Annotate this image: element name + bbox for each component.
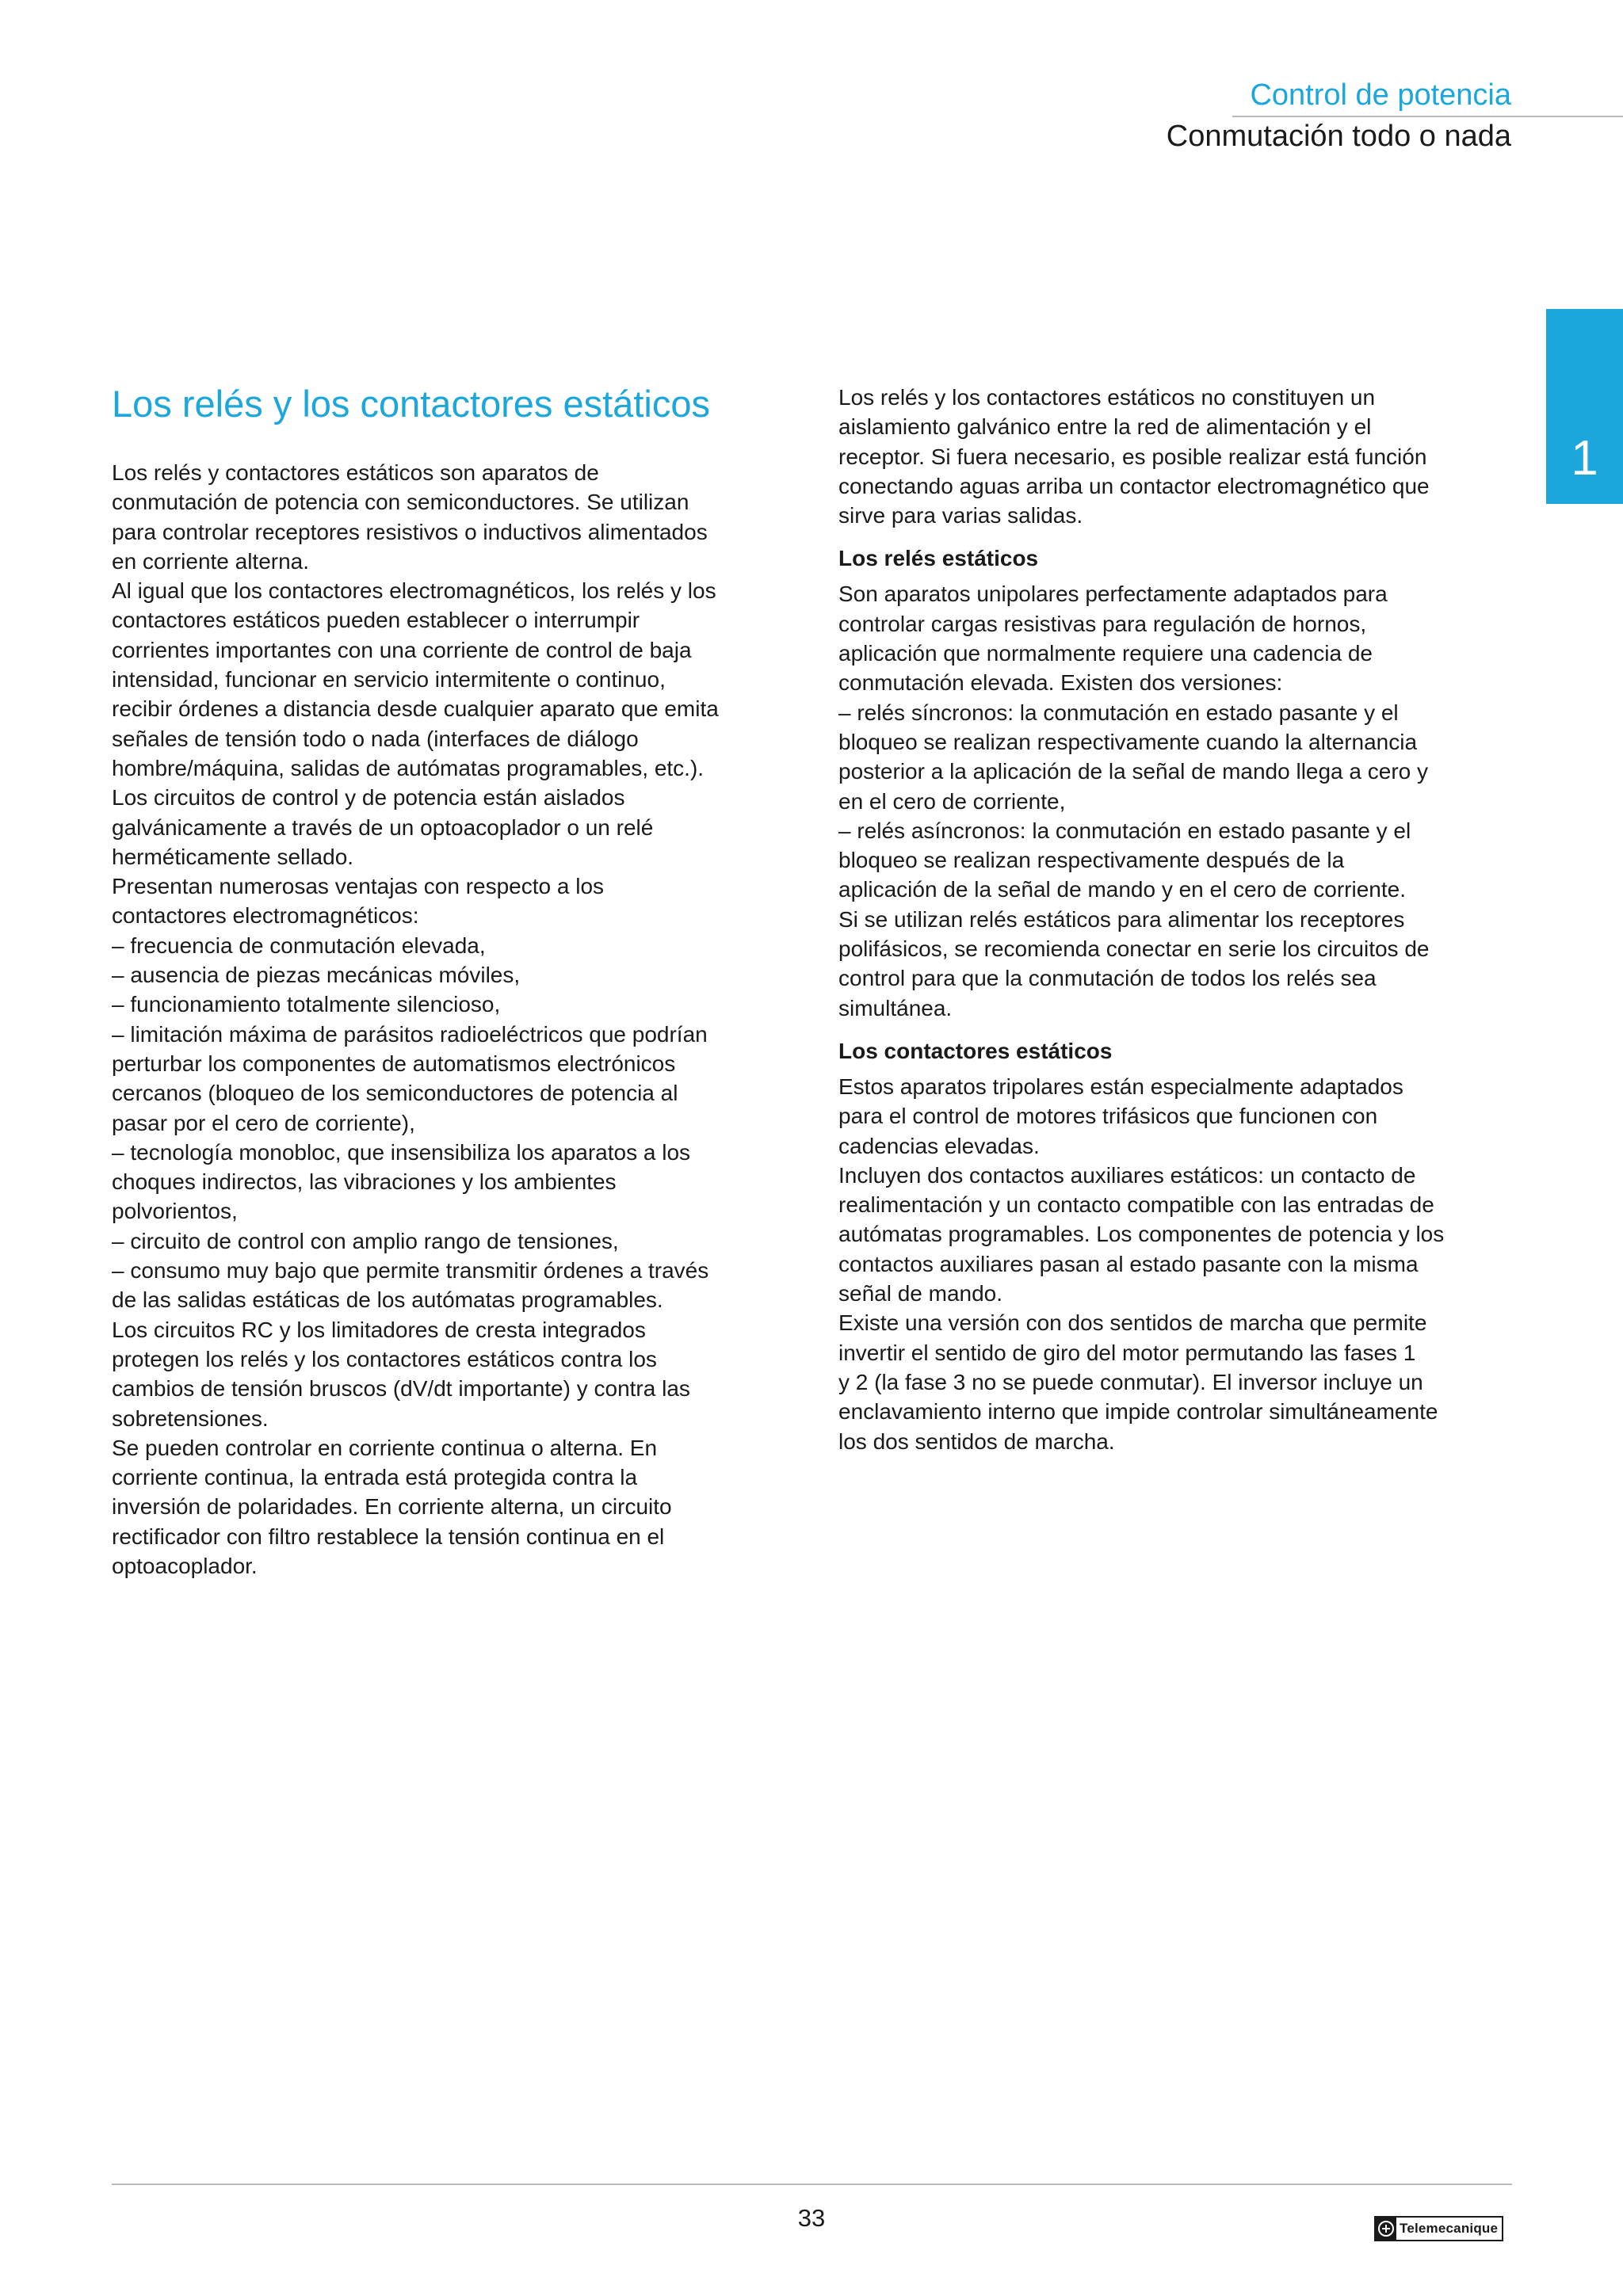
telemecanique-logo-icon (1376, 2218, 1396, 2240)
right-intro-text: Los relés y los contactores estáticos no constituyen un aislamiento galvánico entre la red de alimentación y el receptor. Si fuera necesario, es posible realizar está función conectando aguas arriba un contactor electromagnético que sirve para varias salidas. (838, 385, 1430, 528)
telemecanique-logo-text: Telemecanique (1400, 2221, 1499, 2236)
footer-divider (112, 2183, 1512, 2185)
telemecanique-logo (1374, 2216, 1503, 2241)
left-column-text: Los relés y contactores estáticos son aparatos de conmutación de potencia con semiconductores. Se utilizan para controlar receptores resistivos o inductivos alimentados en corriente alterna. Al igual que los contactores electromagnéticos, los relés y los contactores estáticos pueden establecer o interrumpir corrientes importantes con una corriente de control de baja intensidad, funcionar en servicio intermitente o continuo, recibir órdenes a distancia desde cualquier aparato que emita señales de tensión todo o nada (interfaces de diálogo hombre/máquina, salidas de autómatas programables, etc.). Los circuitos de control y de potencia están aislados galvánicamente a través de un optoacoplador o un relé herméticamente sellado. Presentan numerosas ventajas con respecto a los contactores electromagnéticos: – frecuencia de conmutación elevada, – ausencia de piezas mecánicas móviles, – funcionamiento totalmente silencioso, – limitación máxima de parásitos radioeléctricos que podrían perturbar los componentes de automatismos electrónicos cercanos (bloqueo de los semiconductores de potencia al pasar por el cero de corriente), – tecnología monobloc, que insensibiliza los aparatos a los choques indirectos, las vibraciones y los ambientes polvorientos, – circuito de control con amplio rango de tensiones, – consumo muy bajo que permite transmitir órdenes a través de las salidas estáticas de los autómatas programables. Los circuitos RC y los limitadores de cresta integrados protegen los relés y los contactores estáticos contra los cambios de tensión bruscos (dV/dt importante) y contra las sobretensiones. Se pueden controlar en corriente continua o alterna. En corriente continua, la entrada está protegida contra la inversión de polaridades. En corriente alterna, un circuito rectificador con filtro restablece la tensión continua en el optoacoplador. (112, 460, 719, 1578)
article-title: Los relés y los contactores estáticos (112, 383, 710, 425)
relays-text: Son aparatos unipolares perfectamente adaptados para controlar cargas resistivas para regulación de hornos, aplicación que normalmente requiere una cadencia de conmutación elevada. Existen dos versiones: – relés síncronos: la conmutación en estado pasante y el bloqueo se realizan respectivamente cuando la alternancia posterior a la aplicación de la señal de mando llega a cero y en el cero de corriente, – relés asíncronos: la conmutación en estado pasante y el bloqueo se realizan respectivamente después de la aplicación de la señal de mando y en el cero de corriente. Si se utilizan relés estáticos para alimentar los receptores polifásicos, se recomienda conectar en serie los circuitos de control para que la conmutación de todos los relés sea simultánea. (838, 582, 1430, 1020)
chapter-number: 1 (1571, 431, 1598, 486)
chapter-tab (1546, 309, 1623, 504)
header-subtitle: Conmutación todo o nada (1166, 120, 1511, 153)
left-column (112, 458, 809, 1581)
contactors-text: Estos aparatos tripolares están especialmente adaptados para el control de motores trifásicos que funcionen con cadencias elevadas. Incluyen dos contactos auxiliares estáticos: un contacto de realimentación y un contacto compatible con las entradas de autómatas programables. Los componentes de potencia y los contactos auxiliares pasan al estado pasante con la misma señal de mando. Existe una versión con dos sentidos de marcha que permite invertir el sentido de giro del motor permutando las fases 1 y 2 (la fase 3 no se puede conmutar). El inversor incluye un enclavamiento interno que impide controlar simultáneamente los dos sentidos de marcha. (838, 1074, 1445, 1454)
header-section-title: Control de potencia (1250, 78, 1511, 112)
page-number: 33 (797, 2204, 826, 2232)
relays-heading: Los relés estáticos (838, 546, 1039, 571)
contactors-heading: Los contactores estáticos (838, 1038, 1113, 1063)
right-column (838, 383, 1544, 1456)
